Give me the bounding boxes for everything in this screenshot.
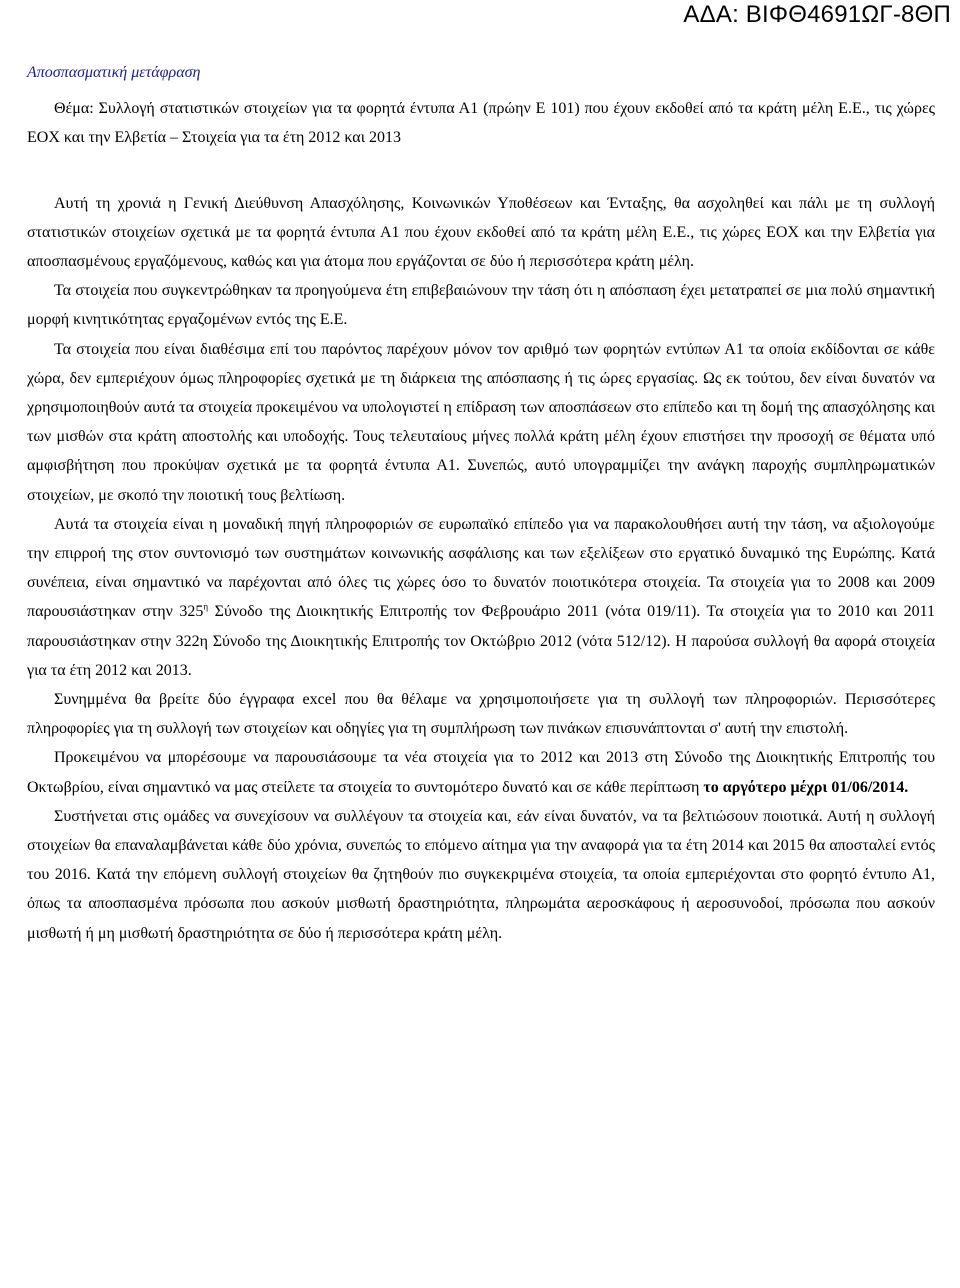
document-heading: Αποσπασματική μετάφραση bbox=[27, 64, 201, 81]
paragraph-2: Τα στοιχεία που συγκεντρώθηκαν τα προηγούμενα έτη επιβεβαιώνουν την τάση ότι η απόσπαση έχει μετατραπεί σε μια πολύ σημαντική μορφή κινητικότητας εργαζομένων εντός της Ε.Ε. bbox=[27, 282, 935, 329]
ordinal-superscript: η bbox=[203, 602, 209, 613]
paragraph-5: Συνημμένα θα βρείτε δύο έγγραφα excel που θα θέλαμε να χρησιμοποιήσετε για τη συλλογή των πληροφοριών. Περισσότερες πληροφορίες για τη συλλογή των στοιχείων και οδηγίες για τη συμπλήρωση των πινάκων επισυνάπτονται σ' αυτή την επιστολή. bbox=[27, 691, 935, 738]
document-body bbox=[27, 58, 935, 948]
paragraph-3: Τα στοιχεία που είναι διαθέσιμα επί του παρόντος παρέχουν μόνον τον αριθμό των φορητών εντύπων Α1 τα οποία εκδίδονται σε κάθε χώρα, δεν εμπεριέχουν όμως πληροφορίες σχετικά με τη διάρκεια της απόσπασης ή τις ώρες εργασίας. Ως εκ τούτου, δεν είναι δυνατόν να χρησιμοποιηθούν αυτά τα στοιχεία προκειμένου να υπολογιστεί η επίδραση των αποσπάσεων στο επίπεδο και τη δομή της απασχόλησης και των μισθών στα κράτη αποστολής και υποδοχής. Τους τελευταίους μήνες πολλά κράτη μέλη έχουν επιστήσει την προσοχή σε θέματα υπό αμφισβήτηση που προκύψαν σχετικά με τα φορητά έντυπα Α1. Συνεπώς, αυτό υπογραμμίζει την ανάγκη παροχής συμπληρωματικών στοιχείων, με σκοπό την ποιοτική τους βελτίωση. bbox=[27, 340, 935, 504]
paragraph-1: Αυτή τη χρονιά η Γενική Διεύθυνση Απασχόλησης, Κοινωνικών Υποθέσεων και Ένταξης, θα ασχοληθεί και πάλι με τη συλλογή στατιστικών στοιχείων σχετικά με τα φορητά έντυπα Α1 που έχουν εκδοθεί από τα κράτη μέλη Ε.Ε., τις χώρες ΕΟΧ και την Ελβετία για αποσπασμένους εργαζόμενους, καθώς και για άτομα που εργάζονται σε δύο ή περισσότερα κράτη μέλη. bbox=[27, 194, 935, 271]
ada-code: ΑΔΑ: ΒΙΦΘ4691ΩΓ-8ΘΠ bbox=[683, 1, 951, 28]
subject-line: Θέμα: Συλλογή στατιστικών στοιχείων για τα φορητά έντυπα Α1 (πρώην Ε 101) που έχουν εκδοθεί από τα κράτη μέλη Ε.Ε., τις χώρες ΕΟΧ και την Ελβετία – Στοιχεία για τα έτη 2012 και 2013 bbox=[27, 100, 935, 147]
paragraph-6-text: Προκειμένου να μπορέσουμε να παρουσιάσουμε τα νέα στοιχεία για το 2012 και 2013 στη Σύνοδο της Διοικητικής Επιτροπής του Οκτωβρίου, είναι σημαντικό να μας στείλετε τα στοιχεία το συντομότερο δυνατό και σε κάθε περίπτωση bbox=[27, 749, 935, 796]
paragraph-4-text-a: Αυτά τα στοιχεία είναι η μοναδική πηγή πληροφοριών σε ευρωπαϊκό επίπεδο για να παρακολουθήσει αυτή την τάση, να αξιολογούμε την επιρροή της στον συντονισμό των συστημάτων κοινωνικής ασφάλισης και των εξελίξεων στο εργατικό δυναμικό της Ευρώπης. Κατά συνέπεια, είναι σημαντικό να παρέχονται από όλες τις χώρες όσο το δυνατόν ποιοτικότερα στοιχεία. Τα στοιχεία για το 2008 και 2009 παρουσιάστηκαν στην 325 bbox=[27, 515, 935, 621]
paragraph-7: Συστήνεται στις ομάδες να συνεχίσουν να συλλέγουν τα στοιχεία και, εάν είναι δυνατόν, να τα βελτιώσουν ποιοτικά. Αυτή η συλλογή στοιχείων θα επαναλαμβάνεται κάθε δύο χρόνια, συνεπώς το επόμενο αίτημα για την αναφορά για τα έτη 2014 και 2015 θα αποσταλεί εντός του 2016. Κατά την επόμενη συλλογή στοιχείων θα ζητηθούν πιο συγκεκριμένα στοιχεία, τα οποία εμπεριέχονται στο φορητό έντυπο Α1, όπως τα αποσπασμένα πρόσωπα που ασκούν μισθωτή δραστηριότητα, πληρωμάτα αεροσκάφους ή αεροσυνοδοί, πρόσωπα που ασκούν μισθωτή ή μη μισθωτή δραστηριότητα σε δύο ή περισσότερα κράτη μέλη. bbox=[27, 807, 935, 942]
spacer bbox=[27, 153, 935, 189]
paragraph-4-text-b: Σύνοδο της Διοικητικής Επιτροπής τον Φεβρουάριο 2011 (νότα 019/11). Τα στοιχεία για τo 2010 και 2011 παρουσιάστηκαν στην 322η Σύνοδο της Διοικητικής Επιτροπής τον Οκτώβριο 2012 (νότα 512/12). Η παρούσα συλλογή θα αφορά στοιχεία για τα έτη 2012 και 2013. bbox=[27, 603, 936, 679]
paragraph-6 bbox=[27, 743, 935, 801]
deadline-text: το αργότερο μέχρι 01/06/2014. bbox=[703, 778, 909, 796]
paragraph-4 bbox=[27, 510, 935, 685]
